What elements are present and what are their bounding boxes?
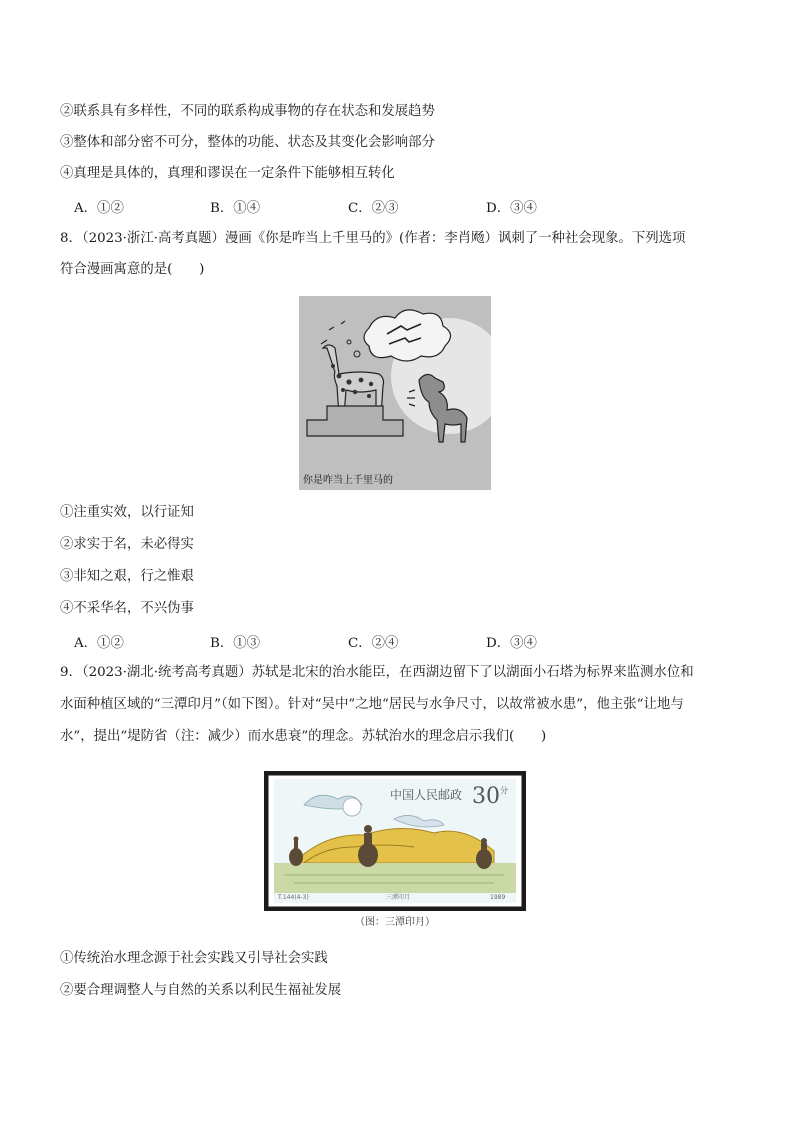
stamp-illustration bbox=[264, 771, 526, 911]
q7-option-b[interactable]: B．①④ bbox=[210, 201, 261, 216]
stamp-unit: 分 bbox=[500, 786, 508, 795]
q8-option-d[interactable]: D．③④ bbox=[486, 636, 537, 651]
q8-item-2: ②求实于名，未必得实 bbox=[60, 537, 194, 552]
cartoon-drawing bbox=[299, 296, 491, 490]
q8-item-3: ③非知之艰，行之惟艰 bbox=[60, 569, 194, 584]
q8-answer-options bbox=[74, 632, 574, 652]
q9-item-2: ②要合理调整人与自然的关系以利民生福祉发展 bbox=[60, 983, 342, 998]
cartoon-caption: 你是咋当上千里马的 bbox=[303, 475, 393, 486]
option-statement-3: ③整体和部分密不可分，整体的功能、状态及其变化会影响部分 bbox=[60, 135, 435, 150]
q8-option-a[interactable]: A．①② bbox=[74, 636, 124, 651]
q7-option-a[interactable]: A．①② bbox=[74, 201, 124, 216]
stamp-year: 1989 bbox=[490, 894, 506, 901]
cartoon-illustration bbox=[299, 296, 491, 490]
q7-answer-options bbox=[74, 197, 574, 217]
q8-option-b[interactable]: B．①③ bbox=[210, 636, 261, 651]
stamp-title: 中国人民邮政 bbox=[390, 788, 463, 802]
q7-option-d[interactable]: D．③④ bbox=[486, 201, 537, 216]
stamp-name: 三潭印月 bbox=[386, 894, 411, 901]
q8-stem-line2: 符合漫画寓意的是( ) bbox=[60, 262, 205, 277]
q8-item-1: ①注重实效，以行证知 bbox=[60, 505, 194, 520]
stamp-figure-caption: （图：三潭印月） bbox=[355, 917, 435, 928]
q9-stem-line2: 水面种植区域的“三潭印月”（如下图）。针对“吴中”之地“居民与水争尺寸，以故常被水患”，他主张“让地与 bbox=[60, 697, 684, 712]
q9-stem-line1: 9．（2023·湖北·统考高考真题）苏轼是北宋的治水能臣，在西湖边留下了以湖面小石塔为标界来监测水位和 bbox=[60, 665, 694, 680]
q7-option-c[interactable]: C．②③ bbox=[348, 201, 399, 216]
q8-option-c[interactable]: C．②④ bbox=[348, 636, 399, 651]
option-statement-4: ④真理是具体的，真理和谬误在一定条件下能够相互转化 bbox=[60, 166, 395, 181]
q9-item-1: ①传统治水理念源于社会实践又引导社会实践 bbox=[60, 951, 328, 966]
option-statement-2: ②联系具有多样性，不同的联系构成事物的存在状态和发展趋势 bbox=[60, 104, 435, 119]
stamp-value: 30 bbox=[472, 784, 500, 809]
stamp-code: T.144(4-3) bbox=[278, 894, 309, 901]
q8-stem-line1: 8．（2023·浙江·高考真题）漫画《你是咋当上千里马的》(作者：李肖飏）讽刺了一种社会现象。下列选项 bbox=[60, 231, 686, 246]
q9-stem-line3: 水”，提出“堤防省（注：减少）而水患衰”的理念。苏轼治水的理念启示我们( ) bbox=[60, 729, 547, 744]
q8-item-4: ④不采华名，不兴伪事 bbox=[60, 601, 194, 616]
stamp-drawing bbox=[264, 771, 526, 911]
